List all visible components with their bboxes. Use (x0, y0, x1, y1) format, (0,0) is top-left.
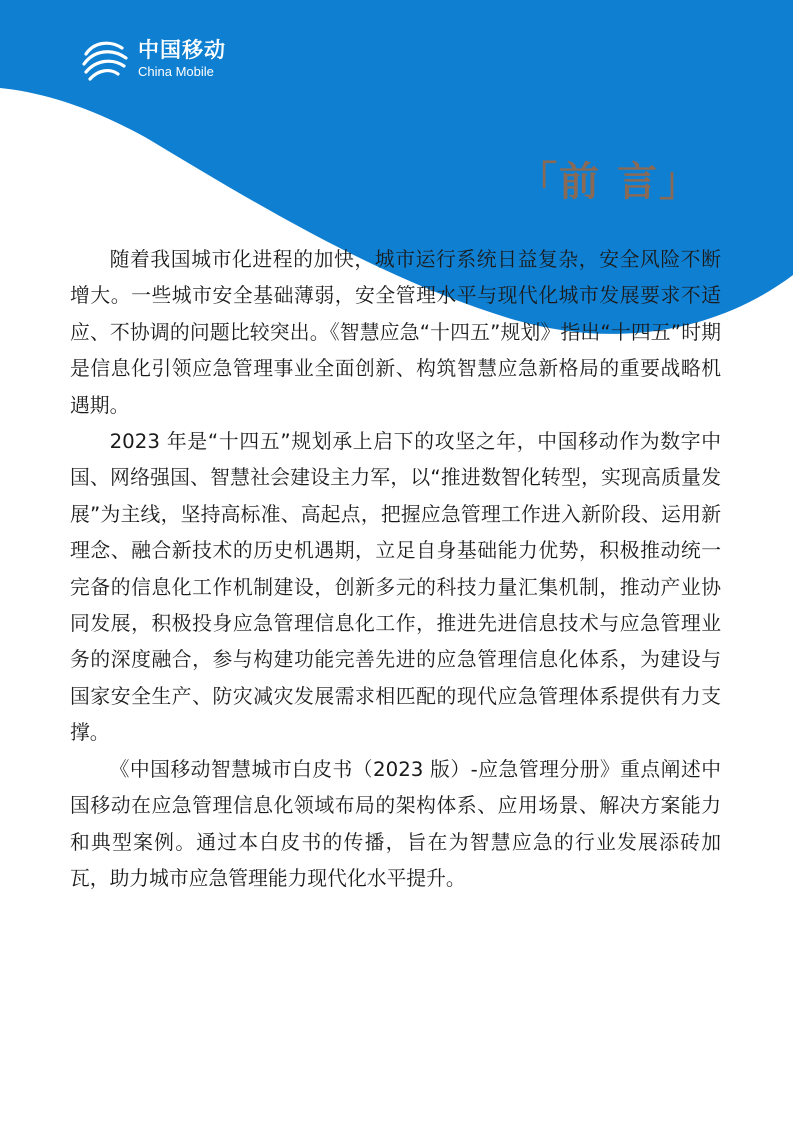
paragraph: 随着我国城市化进程的加快，城市运行系统日益复杂，安全风险不断增大。一些城市安全基础薄弱，安全管理水平与现代化城市发展要求不适应、不协调的问题比较突出。《智慧应急“十四五”规划》指出“十四五”时期是信息化引领应急管理事业全面创新、构筑智慧应急新格局的重要战略机遇期。 (70, 248, 721, 417)
china-mobile-logo-icon (80, 34, 130, 84)
brand-name-en: China Mobile (138, 64, 214, 79)
page-title: 「前 言」 (517, 159, 701, 205)
paragraph: 2023 年是“十四五”规划承上启下的攻坚之年，中国移动作为数字中国、网络强国、智慧社会建设主力军，以“推进数智化转型，实现高质量发展”为主线，坚持高标准、高起点，把握应急管理工作进入新阶段、运用新理念、融合新技术的历史机遇期，立足自身基础能力优势，积极推动统一完备的信息化工作机制建设，创新多元的科技力量汇集机制，推动产业协同发展，积极投身应急管理信息化工作，推进先进信息技术与应急管理业务的深度融合，参与构建功能完善先进的应急管理信息化体系，为建设与国家安全生产、防灾减灾发展需求相匹配的现代应急管理体系提供有力支撑。 (70, 430, 721, 745)
china-mobile-logo (80, 34, 226, 84)
brand-name-cn: 中国移动 (138, 38, 226, 62)
body-text (70, 242, 721, 897)
paragraph: 《中国移动智慧城市白皮书（2023 版）-应急管理分册》重点阐述中国移动在应急管理信息化领域布局的架构体系、应用场景、解决方案能力和典型案例。通过本白皮书的传播，旨在为智慧应急的行业发展添砖加瓦，助力城市应急管理能力现代化水平提升。 (70, 757, 721, 890)
